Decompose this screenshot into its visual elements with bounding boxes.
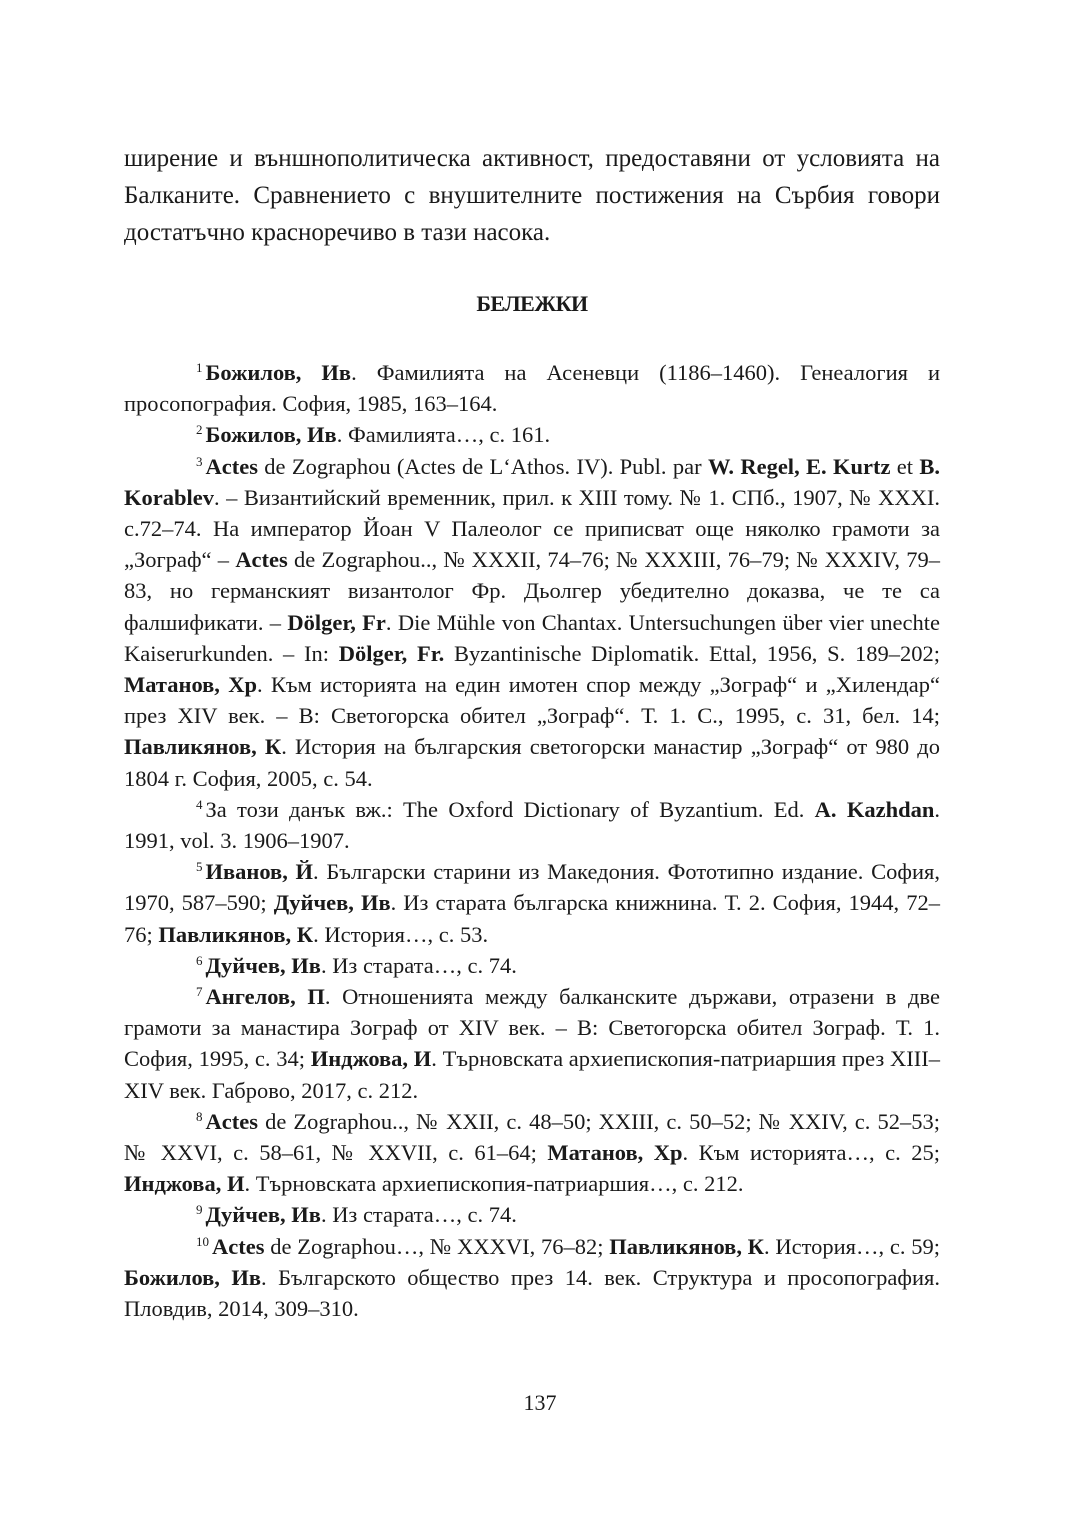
footnote-text: de Zographou.., № XXII, с. 48–50; XXIII, с. 50–52; № XXIV, с. 52–53; № XXVI, с. 58–61, № XXVII, с. 61–64; [124, 1108, 940, 1166]
footnote-author: Dölger, Fr. [338, 640, 445, 666]
footnote [124, 451, 940, 794]
footnote-text: . Търновската архиепископия-патриаршия…, с. 212. [244, 1171, 744, 1197]
footnote [124, 1106, 940, 1200]
footnote-text: de Zographou (Actes de L‘Athos. IV). Publ. par [257, 453, 708, 479]
footnote-author: Павликянов, К [609, 1233, 764, 1259]
footnote-number: 4 [196, 796, 203, 812]
footnote-author: Матанов, Хр [124, 672, 257, 698]
footnote-author: Павликянов, К [158, 921, 314, 947]
footnote-number: 5 [196, 859, 203, 875]
footnote-text: . Към историята…, с. 25; [682, 1140, 940, 1166]
footnote-author: Божилов, Ив [205, 360, 352, 385]
footnote-number: 3 [196, 453, 203, 469]
footnote-author: Ангелов, П [205, 984, 325, 1010]
footnote-text: . Из старата…, с. 74. [320, 1202, 517, 1228]
footnote-number: 6 [196, 952, 203, 968]
footnote-text: . – Византийский временник, прил. к XIII тому. № 1. СПб., 1907, № XXXI. с.72–74. На император Йоан V Палеолог се приписват още няколко грамоти за „Зограф“ – [124, 484, 940, 573]
footnote-number: 1 [196, 360, 203, 375]
footnote-author: Дуйчев, Ив [205, 952, 321, 978]
footnote-author: B. Korablev [124, 453, 941, 510]
footnote-text: et [890, 453, 920, 479]
footnote-author: Actes [212, 1233, 265, 1259]
page-content [124, 140, 940, 1324]
footnote [124, 856, 940, 950]
footnote-author: W. Regel, E. Kurtz [707, 453, 891, 479]
footnote-author: A. Kazhdan [814, 796, 935, 822]
footnote-text: . Търновската архиепископия-патриаршия през XIII–XIV век. Габрово, 2017, с. 212. [124, 1046, 941, 1103]
footnote-text: . Отношенията между балканските държави, отразени в две грамоти за манастира Зограф от XIV век. – В: Светогорска обител Зограф. Т. 1. София, 1995, с. 34; [124, 984, 940, 1072]
body-paragraph: ширение и външнополитическа активност, предоставяни от условията на Балканите. Сравнението с внушителните постижения на Сърбия говори достатъчно красноречиво в тази насока. [124, 145, 940, 246]
footnote-author: Божилов, Ив [124, 1264, 262, 1290]
footnote-author: Павликянов, К [124, 734, 282, 760]
footnote-text: . 1991, vol. 3. 1906–1907. [124, 796, 940, 854]
footnote-text: de Zographou…, № XXXVI, 76–82; [264, 1233, 610, 1259]
footnote-author: Иванов, Й [205, 859, 314, 885]
footnote-author: Dölger, Fr [287, 609, 386, 635]
footnote-text: . История на българския светогорски манастир „Зограф“ от 980 до 1804 г. София, 2005, с. 54. [124, 734, 940, 791]
footnote-text: . Из старата…, с. 74. [320, 952, 517, 978]
footnote-author: Actes [205, 453, 258, 479]
footnote-text: За този данък вж.: The Oxford Dictionary of Byzantium. Ed. [205, 796, 815, 822]
footnote [124, 981, 940, 1106]
footnote-text: . Die Mühle von Chantax. Untersuchungen über vier unechte Kaiserurkunden. – In: [124, 609, 940, 666]
footnote-number: 8 [196, 1108, 203, 1124]
footnote-text: . Българското общество през 14. век. Структура и просопография. Пловдив, 2014, 309–310. [124, 1264, 940, 1322]
footnote-author: Божилов, Ив [205, 422, 337, 448]
footnote [124, 357, 940, 419]
footnote-text: . Фамилията на Асеневци (1186–1460). Генеалогия и просопография. София, 1985, 163–164. [124, 360, 940, 417]
footnote-number: 10 [196, 1233, 209, 1249]
footnote-author: Инджова, И [310, 1046, 432, 1072]
footnote-text: . Към историята на един имотен спор между „Зограф“ и „Хилендар“ през XIV век. – В: Светогорска обител „Зограф“. Т. 1. С., 1995, с. 31, бел. 14; [124, 672, 940, 729]
footnote [124, 419, 940, 450]
footnote [124, 950, 940, 981]
footnote-text: . История…, с. 59; [764, 1233, 940, 1259]
footnote-text: . Из старата българска книжнина. Т. 2. София, 1944, 72–76; [124, 890, 940, 947]
notes-heading: БЕЛЕЖКИ [476, 291, 588, 316]
footnote-number: 9 [196, 1202, 203, 1218]
page-number: 137 [523, 1390, 557, 1415]
footnote [124, 1231, 940, 1325]
footnote-author: Actes [205, 1108, 258, 1134]
footnote-author: Инджова, И [124, 1171, 245, 1197]
footnote-number: 7 [196, 984, 203, 1000]
notes-list [124, 357, 940, 1324]
footnote-author: Дуйчев, Ив [205, 1202, 321, 1228]
footnote [124, 1199, 940, 1230]
footnote-text: de Zographou.., № XXXII, 74–76; № XXXIII, 76–79; № XXXIV, 79–83, но германският византолог Фр. Дьолгер убедително доказва, че те са фалшификати. – [124, 547, 940, 635]
footnote-author: Дуйчев, Ив [273, 890, 391, 916]
footnote-author: Actes [235, 547, 288, 573]
footnote-author: Матанов, Хр [547, 1140, 683, 1166]
footnote-text: . Български старини из Македония. Фототипно издание. София, 1970, 587–590; [124, 859, 940, 916]
footnote [124, 794, 940, 856]
footnote-text: Byzantinische Diplomatik. Ettal, 1956, S. 189–202; [444, 640, 940, 666]
footnote-text: . Фамилията…, с. 161. [336, 422, 551, 448]
footnote-number: 2 [196, 422, 203, 438]
footnote-text: . История…, с. 53. [313, 921, 489, 947]
